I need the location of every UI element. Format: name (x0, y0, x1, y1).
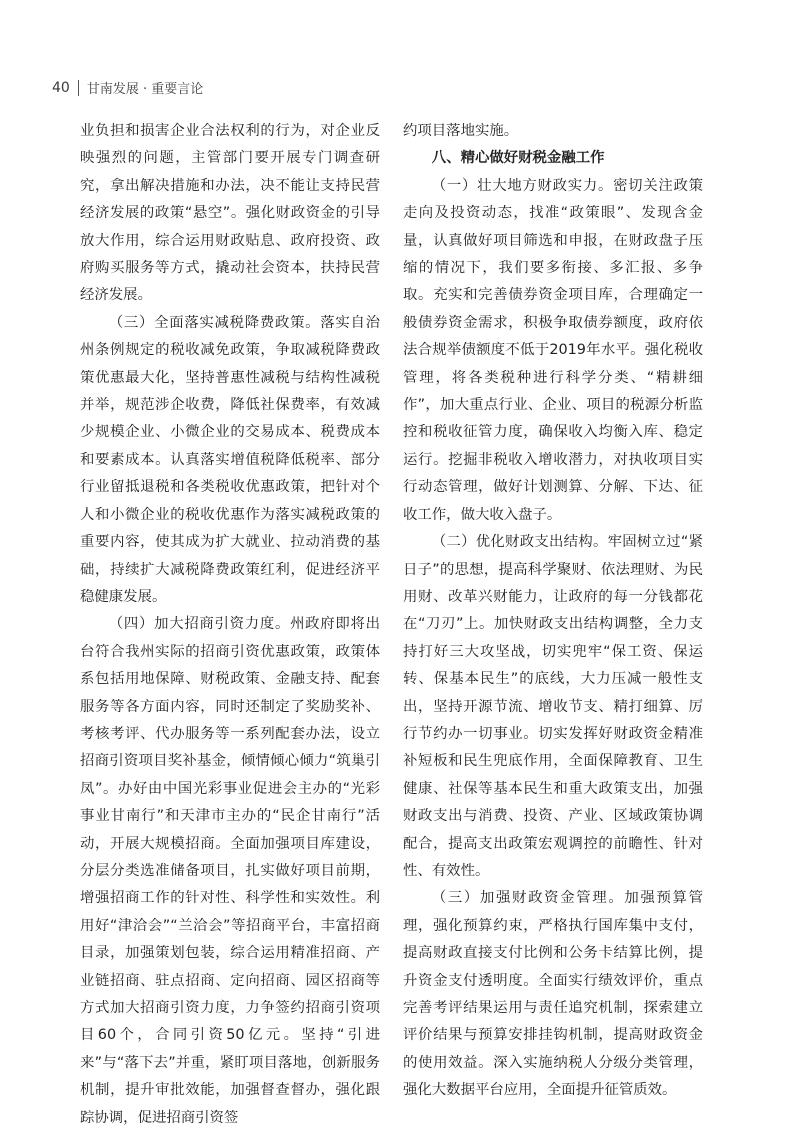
paragraph-fiscal-strength: （一）壮大地方财政实力。密切关注政策走向及投资动态，找准“政策眼”、发现含金量，认真做好项目筛选和申报，在财政盘子压缩的情况下，我们要多衔接、多汇报、多争取。充实和完善债券资金项目库，合理确定一般债券资金需求，积极争取债券额度，政府依法合规举债额度不低于2019年水平。强化税收管理，将各类税种进行科学分类、“精耕细作”，加大重点行业、企业、项目的税源分析监控和税收征管力度，确保收入均衡入库、稳定运行。挖掘非税收入增收潜力，对执收项目实行动态管理，做好计划测算、分解、下达、征收工作，做大收入盘子。 (403, 177, 703, 523)
paragraph-tax-reduction: （三）全面落实减税降费政策。落实自治州条例规定的税收减免政策，争取减税降费政策优惠最大化，坚持普惠性减税与结构性减税并举，规范涉企收费，降低社保费率，有效减少规模企业、小微企业的交易成本、税费成本和要素成本。认真落实增值税降低税率、部分行业留抵退税和各类税收优惠政策，把针对个人和小微企业的税收优惠作为落实减税政策的重要内容，使其成为扩大就业、拉动消费的基础，持续扩大减税降费政策红利，促进经济平稳健康发展。 (80, 314, 380, 605)
running-header (52, 78, 203, 97)
paragraph-investment: （四）加大招商引资力度。州政府即将出台符合我州实际的招商引资优惠政策，政策体系包括用地保障、财税政策、金融支持、配套服务等各方面内容，同时还制定了奖励奖补、考核考评、代办服务等一系列配套办法，设立招商引资项目奖补基金，倾情倾心倾力“筑巢引凤”。办好由中国光彩事业促进会主办的“光彩事业甘南行”和天津市主办的“民企甘南行”活动，开展大规模招商。全面加强项目库建设，分层分类选准储备项目，扎实做好项目前期，增强招商工作的针对性、科学性和实效性。利用好“津洽会”“兰洽会”等招商平台，丰富招商目录，加强策划包装，综合运用精准招商、产业链招商、驻点招商、定向招商、园区招商等方式加大招商引资力度，力争签约招商引资项目60个，合同引资50亿元。坚持“引进来”与“落下去”并重，紧盯项目落地，创新服务机制，提升审批效能，加强督查督办，强化跟踪协调，促进招商引资签 (80, 616, 380, 1126)
paragraph-continued-right: 约项目落地实施。 (403, 123, 519, 139)
section-heading: 八、精心做好财税金融工作 (431, 150, 605, 167)
paragraph-fund-management: （三）加强财政资金管理。加强预算管理，强化预算约束，严格执行国库集中支付，提高财政直接支付比例和公务卡结算比例，提升资金支付透明度。全面实行绩效评价，重点完善考评结果运用与责任追究机制，探索建立评价结果与预算安排挂钩机制，提高财政资金的使用效益。深入实施纳税人分级分类管理，强化大数据平台应用，全面提升征管质效。 (403, 890, 703, 1099)
header-divider (78, 80, 79, 96)
page-number: 40 (52, 79, 70, 96)
left-column (80, 118, 380, 1132)
paragraph-continued: 业负担和损害企业合法权利的行为，对企业反映强烈的问题，主管部门要开展专门调查研究，拿出解决措施和办法，决不能让支持民营经济发展的政策“悬空”。强化财政资金的引导放大作用，综合运用财政贴息、政府投资、政府购买服务等方式，撬动社会资本，扶持民营经济发展。 (80, 123, 380, 304)
paragraph-expenditure: （二）优化财政支出结构。牢固树立过“紧日子”的思想，提高科学聚财、依法理财、为民用财、改革兴财能力，让政府的每一分钱都花在“刀刃”上。加快财政支出结构调整，全力支持打好三大攻坚战，切实兜牢“保工资、保运转、保基本民生”的底线，大力压减一般性支出，坚持开源节流、增收节支、精打细算、厉行节约办一切事业。切实发挥好财政资金精准补短板和民生兜底作用，全面保障教育、卫生健康、社保等基本民生和重大政策支出，加强财政支出与消费、投资、产业、区域政策协调配合，提高支出政策宏观调控的前瞻性、针对性、有效性。 (403, 534, 703, 879)
publication-title: 甘南发展 · 重要言论 (86, 82, 204, 97)
right-column (403, 118, 703, 1105)
